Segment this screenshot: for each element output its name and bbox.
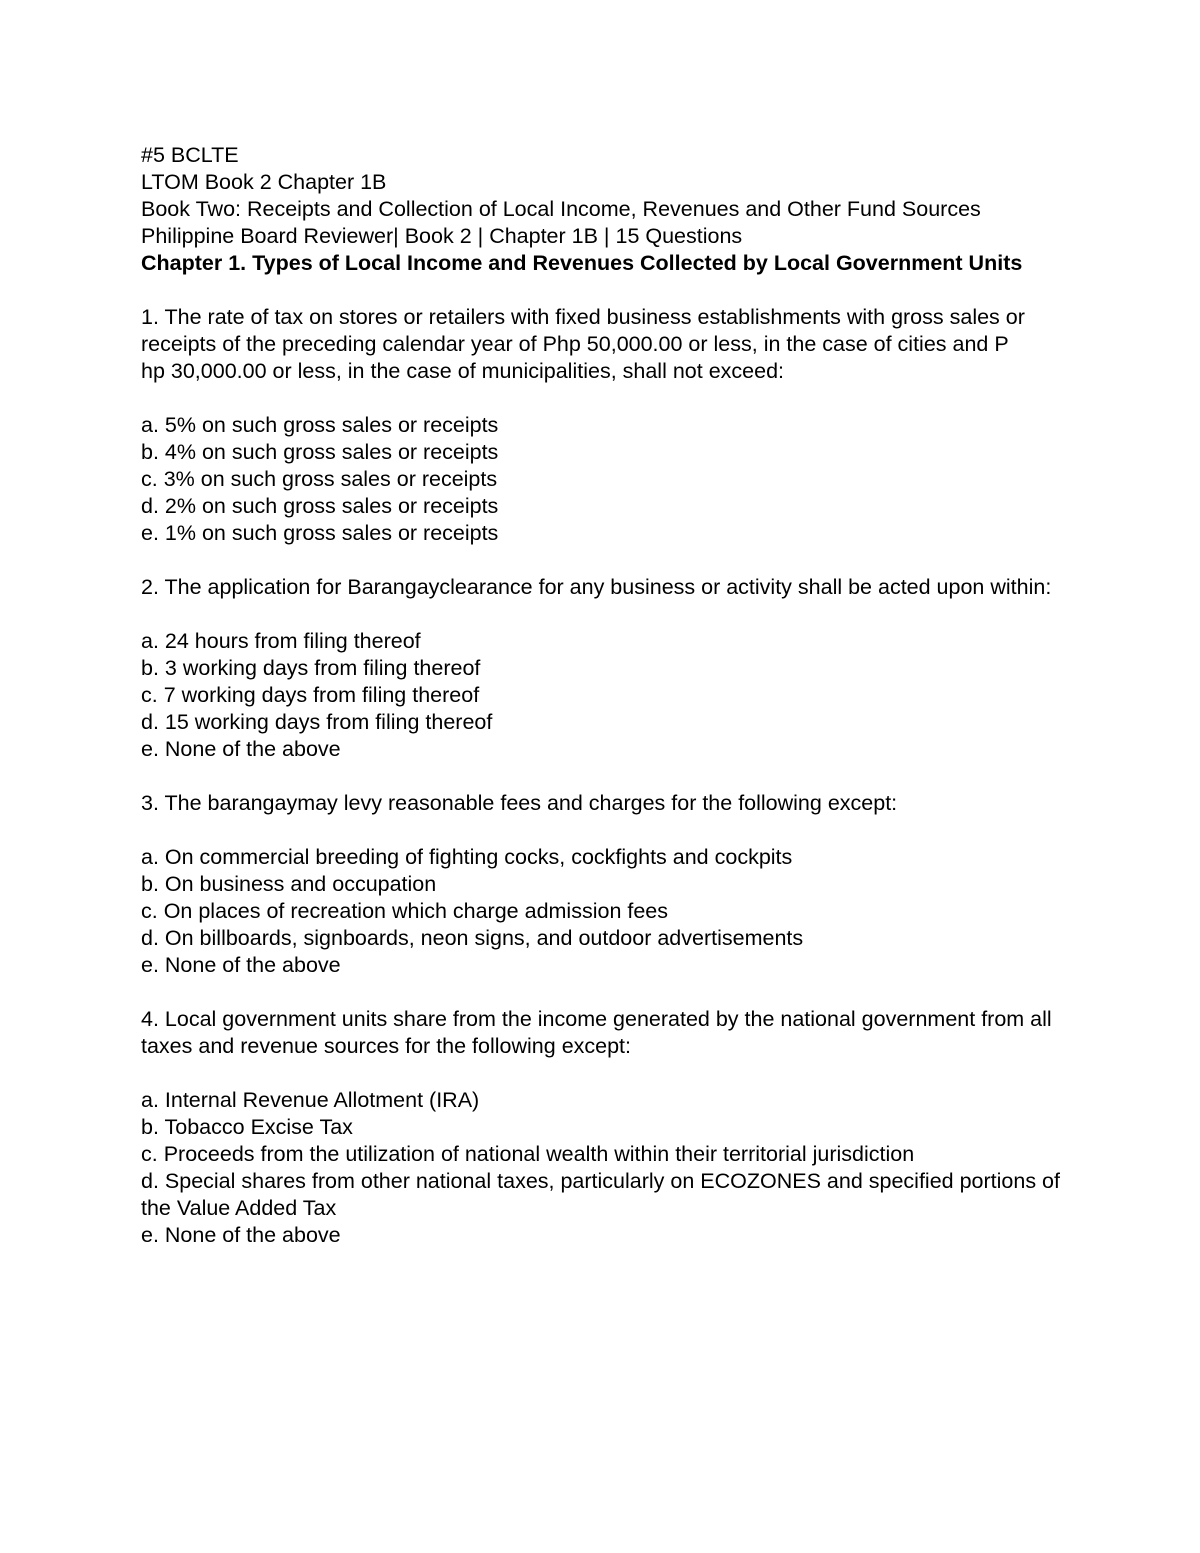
question-text: 3. The barangaymay levy reasonable fees and charges for the following except: xyxy=(141,791,898,815)
spacer xyxy=(141,385,1061,412)
option-item: c. 3% on such gross sales or receipts xyxy=(141,467,498,491)
option-item: d. On billboards, signboards, neon signs, and outdoor advertisements xyxy=(141,926,804,950)
option-list xyxy=(141,844,1061,979)
option-item: a. 24 hours from filing thereof xyxy=(141,629,421,653)
option-item: a. On commercial breeding of fighting cocks, cockfights and cockpits xyxy=(141,845,793,869)
option-item: e. None of the above xyxy=(141,737,341,761)
option-item: b. 3 working days from filing thereof xyxy=(141,656,481,680)
question-block xyxy=(141,304,1061,547)
spacer xyxy=(141,277,1061,304)
option-item: b. 4% on such gross sales or receipts xyxy=(141,440,499,464)
option-list xyxy=(141,412,1061,547)
option-item: a. 5% on such gross sales or receipts xyxy=(141,413,499,437)
question-block xyxy=(141,790,1061,979)
option-item: e. None of the above xyxy=(141,953,341,977)
spacer xyxy=(141,1060,1061,1087)
spacer xyxy=(141,763,1061,790)
option-item: e. None of the above xyxy=(141,1223,341,1247)
option-item: d. 2% on such gross sales or receipts xyxy=(141,494,499,518)
book-title: Book Two: Receipts and Collection of Local Income, Revenues and Other Fund Sources xyxy=(141,197,981,221)
spacer xyxy=(141,601,1061,628)
question-block xyxy=(141,574,1061,763)
reviewer-line: Philippine Board Reviewer| Book 2 | Chapter 1B | 15 Questions xyxy=(141,224,743,248)
chapter-title: Chapter 1. Types of Local Income and Revenues Collected by Local Government Units xyxy=(141,251,1023,275)
option-item: c. 7 working days from filing thereof xyxy=(141,683,480,707)
book-chapter: LTOM Book 2 Chapter 1B xyxy=(141,170,387,194)
spacer xyxy=(141,547,1061,574)
question-text: 4. Local government units share from the income generated by the national government from all taxes and revenue sources for the following except: xyxy=(141,1007,1052,1058)
option-item: c. On places of recreation which charge admission fees xyxy=(141,899,669,923)
question-text-continued: hp 30,000.00 or less, in the case of municipalities, shall not exceed: xyxy=(141,359,784,383)
option-list xyxy=(141,1087,1066,1249)
spacer xyxy=(141,817,1061,844)
option-item: d. Special shares from other national taxes, particularly on ECOZONES and specified portions of the Value Added Tax xyxy=(141,1169,1066,1220)
document-page xyxy=(141,142,1066,1249)
spacer xyxy=(141,979,1061,1006)
option-item: e. 1% on such gross sales or receipts xyxy=(141,521,499,545)
doc-code: #5 BCLTE xyxy=(141,143,239,167)
question-text: 2. The application for Barangayclearance for any business or activity shall be acted upon within: xyxy=(141,575,1052,599)
option-list xyxy=(141,628,1061,763)
option-item: b. On business and occupation xyxy=(141,872,437,896)
option-item: c. Proceeds from the utilization of national wealth within their territorial jurisdiction xyxy=(141,1142,915,1166)
option-item: b. Tobacco Excise Tax xyxy=(141,1115,353,1139)
question-text: 1. The rate of tax on stores or retailers with fixed business establishments with gross sales or receipts of the preceding calendar year of Php 50,000.00 or less, in the case of cities and P xyxy=(141,305,1025,356)
option-item: a. Internal Revenue Allotment (IRA) xyxy=(141,1088,480,1112)
question-block xyxy=(141,1006,1066,1249)
option-item: d. 15 working days from filing thereof xyxy=(141,710,493,734)
